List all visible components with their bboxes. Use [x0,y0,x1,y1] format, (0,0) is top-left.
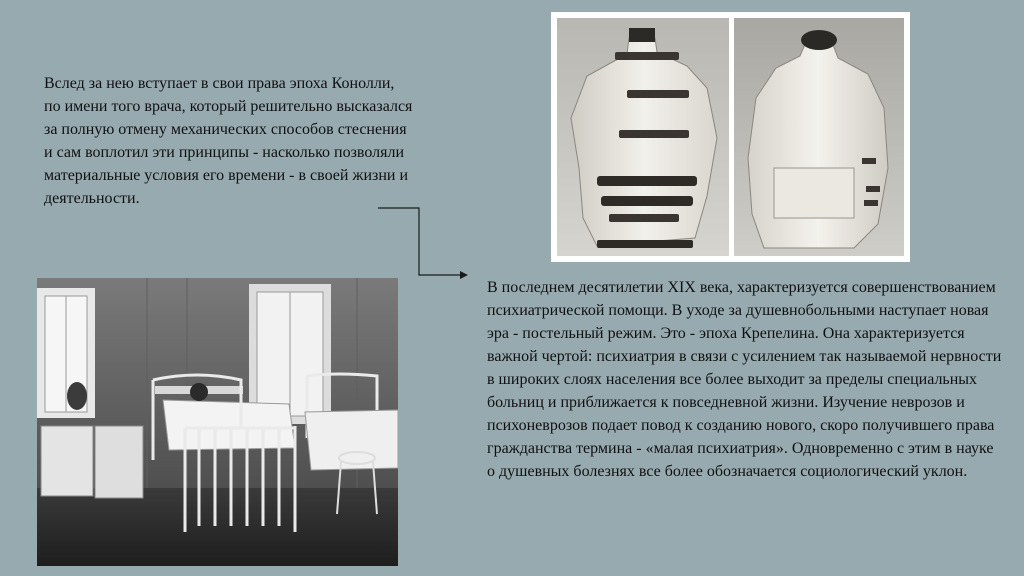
right-paragraph: В последнем десятилетии XIX века, характеризуется совершенствованием психиатрической помощи. В уходе за душевнобольными наступает новая эра - постельный режим. Это - эпоха Крепелина. Она характеризуется важной чертой: психиатрия в связи с усилением так называемой нервности в широких слоях населения все более выходит за пределы специальных больниц и приближается к повседневной жизни. Изучение неврозов и психоневрозов подает повод к созданию нового, скоро получившего права гражданства термина - «малая психиатрия». Одновременно с этим в науке о душевных болезнях все более обозначается социологический уклон. [487,279,1002,480]
hospital-ward-photo [37,278,398,566]
straitjackets-photo [551,12,910,262]
straitjacket-back-image [734,18,904,256]
left-paragraph: Вслед за нею вступает в свои права эпоха Конолли, по имени того врача, который решительно высказался за полную отмену механических способов стеснения и сам воплотил эти принципы - насколько позволяли материальные условия его времени - в своей жизни и деятельности. [44,75,413,207]
straitjacket-front-image [557,18,729,256]
